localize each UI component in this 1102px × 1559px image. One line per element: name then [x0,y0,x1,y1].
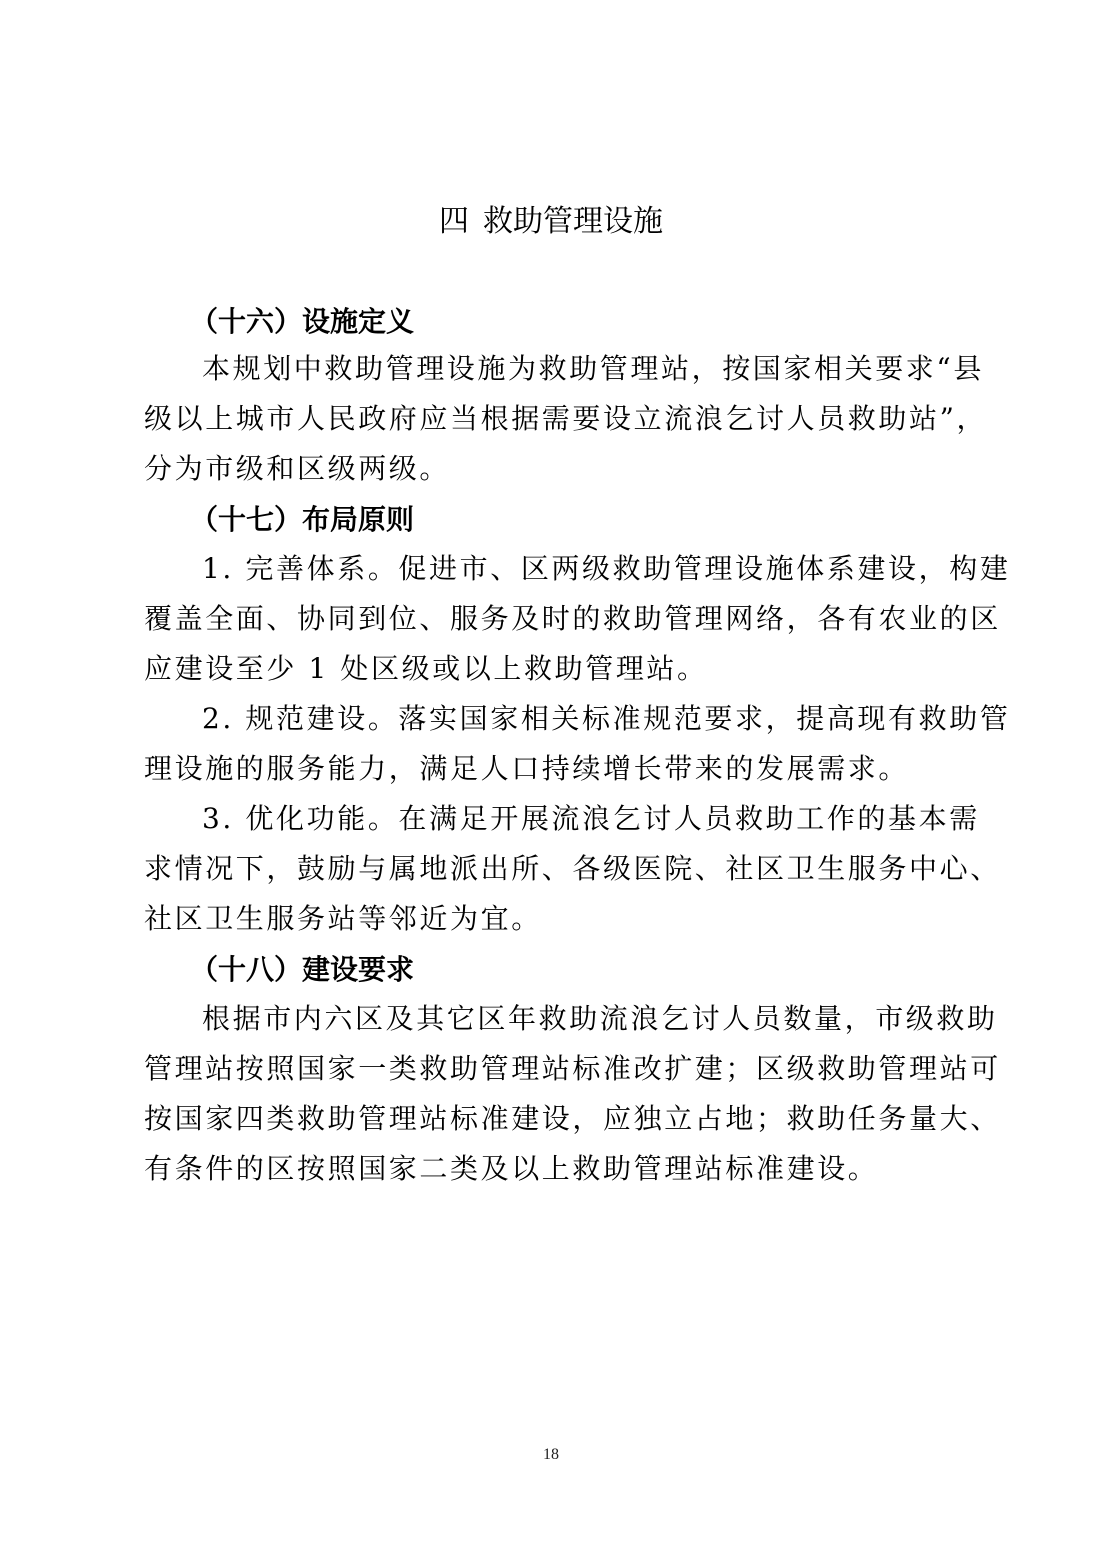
paragraph-line: 社区卫生服务站等邻近为宜。 [144,902,542,935]
paragraph-line: 理设施的服务能力，满足人口持续增长带来的发展需求。 [144,752,910,785]
chapter-number: 四 [439,204,469,239]
paragraph-line: 级以上城市人民政府应当根据需要设立流浪乞讨人员救助站”， [144,402,988,435]
paragraph-line: 3. 优化功能。在满足开展流浪乞讨人员救助工作的基本需 [202,802,980,835]
section-heading-17: （十七）布局原则 [190,503,415,536]
paragraph-principle-2 [144,694,1011,794]
paragraph-line: 2. 规范建设。落实国家相关标准规范要求，提高现有救助管 [202,702,1011,735]
chapter-title-text: 救助管理设施 [483,204,663,239]
paragraph-line: 应建设至少 1 处区级或以上救助管理站。 [144,652,708,685]
paragraph-construction-requirements [144,994,1001,1194]
paragraph-line: 1. 完善体系。促进市、区两级救助管理设施体系建设，构建 [202,552,1011,585]
paragraph-line: 覆盖全面、协同到位、服务及时的救助管理网络，各有农业的区 [144,602,1001,635]
section-heading-18: （十八）建设要求 [190,953,415,986]
paragraph-line: 管理站按照国家一类救助管理站标准改扩建；区级救助管理站可 [144,1052,1001,1085]
paragraph-principle-1 [144,544,1011,694]
paragraph-line: 根据市内六区及其它区年救助流浪乞讨人员数量，市级救助 [202,1002,998,1035]
paragraph-facility-definition [144,344,988,494]
paragraph-principle-3 [144,794,1001,944]
section-heading-16: （十六）设施定义 [190,305,415,338]
chapter-title [0,200,1102,244]
page-number: 18 [543,1446,559,1463]
paragraph-line: 按国家四类救助管理站标准建设，应独立占地；救助任务量大、 [144,1102,1001,1135]
paragraph-line: 有条件的区按照国家二类及以上救助管理站标准建设。 [144,1152,879,1185]
paragraph-line: 求情况下，鼓励与属地派出所、各级医院、社区卫生服务中心、 [144,852,1001,885]
paragraph-line: 分为市级和区级两级。 [144,452,451,485]
paragraph-line: 本规划中救助管理设施为救助管理站，按国家相关要求“县 [202,352,984,385]
